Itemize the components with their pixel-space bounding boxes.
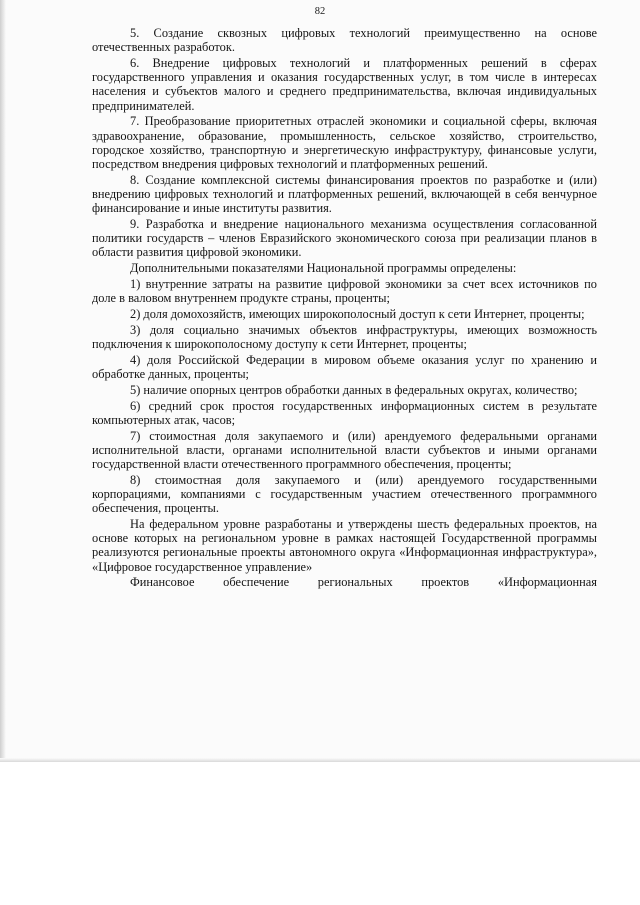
financing-paragraph: Финансовое обеспечение региональных проектов «Информационная (130, 575, 597, 590)
indicator-8: 8) стоимостная доля закупаемого и (или) арендуемого государственными корпорациями, компаниями с государственным участием отечественного программного обеспечения, проценты. (92, 472, 597, 516)
paragraph-item-8: 8. Создание комплексной системы финансирования проектов по разработке и (или) внедрению цифровых технологий и платформенных решений, включающей в себя венчурное финансирование и иные институты развития. (92, 172, 597, 216)
federal-projects-paragraph: На федеральном уровне разработаны и утверждены шесть федеральных проектов, на основе которых на региональном уровне в рамках настоящей Государственной программы реализуются региональные проекты автономного округа «Информационная инфраструктура», «Цифровое государственное управление» (92, 517, 597, 574)
paragraph-item-9: 9. Разработка и внедрение национального механизма осуществления согласованной политики государств – членов Евразийского экономического союза при реализации планов в области развития цифровой экономики. (92, 217, 597, 260)
indicator-6: 6) средний срок простоя государственных информационных систем в результате компьютерных атак, часов; (92, 398, 597, 427)
indicators-intro: Дополнительными показателями Национальной программы определены: (130, 261, 517, 276)
page-number: 82 (314, 6, 326, 17)
body-text (92, 26, 597, 591)
indicator-5: 5) наличие опорных центров обработки данных в федеральных округах, количество; (130, 382, 578, 397)
indicator-3: 3) доля социально значимых объектов инфраструктуры, имеющих возможность подключения к широкополосному доступу к сети Интернет, проценты; (92, 322, 597, 352)
indicator-4: 4) доля Российской Федерации в мировом объеме оказания услуг по хранению и обработке данных, проценты; (92, 352, 597, 382)
indicator-2: 2) доля домохозяйств, имеющих широкополосный доступ к сети Интернет, проценты; (130, 307, 585, 322)
paragraph-item-7: 7. Преобразование приоритетных отраслей экономики и социальной сферы, включая здравоохранение, образование, промышленность, сельское хозяйство, строительство, городское хозяйство, транспортную и энергетическую инфраструктуру, финансовые услуги, посредством внедрения цифровых технологий и платформенных решений. (92, 114, 597, 172)
indicator-1: 1) внутренние затраты на развитие цифровой экономики за счет всех источников по доле в валовом внутреннем продукте страны, проценты; (92, 277, 597, 306)
indicator-7: 7) стоимостная доля закупаемого и (или) арендуемого федеральными органами исполнительной власти, органами исполнительной власти субъектов и иными органами государственной власти отечественного программного обеспечения, проценты; (92, 428, 597, 472)
paragraph-item-5: 5. Создание сквозных цифровых технологий преимущественно на основе отечественных разработок. (92, 26, 597, 55)
paragraph-item-6: 6. Внедрение цифровых технологий и платформенных решений в сферах государственного управления и оказания государственных услуг, в том числе в интересах населения и субъектов малого и среднего предпринимательства, включая индивидуальных предпринимателей. (92, 56, 597, 113)
